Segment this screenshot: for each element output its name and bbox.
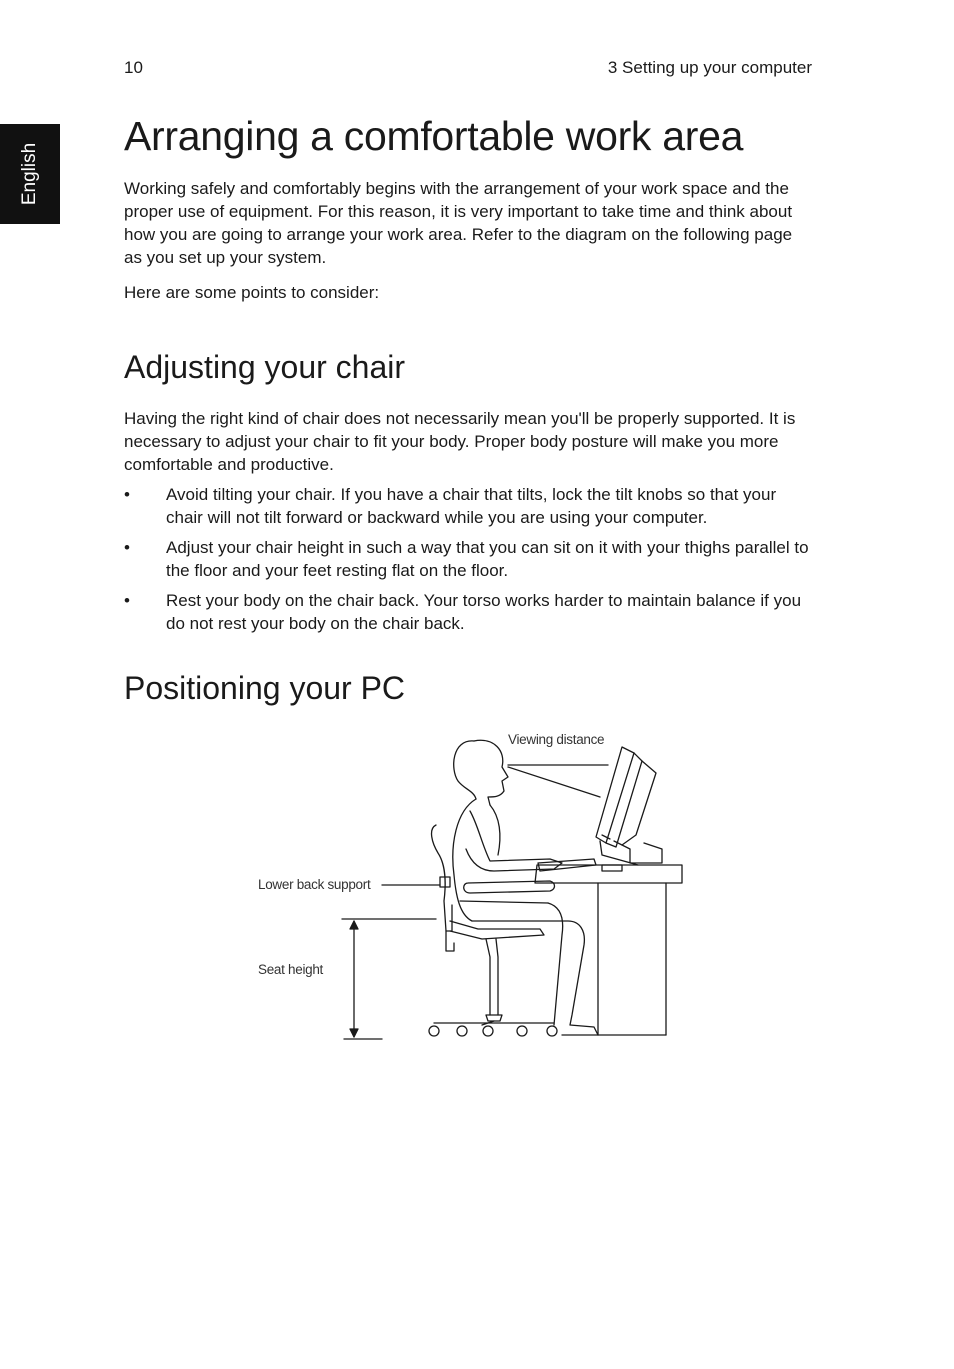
main-content — [124, 112, 814, 707]
bullet-item — [124, 536, 814, 582]
chair-bullet-list — [124, 483, 814, 635]
points-intro: Here are some points to consider: — [124, 283, 380, 303]
language-tab — [0, 124, 60, 224]
bullet-text: Rest your body on the chair back. Your torso works harder to maintain balance if you do not rest your body on the chair back. — [166, 590, 802, 633]
bullet-icon: • — [124, 537, 130, 557]
section-heading-chair: Adjusting your chair — [124, 349, 406, 386]
workstation-posture-diagram — [250, 725, 690, 1045]
lower-back-support-label: Lower back support — [258, 877, 371, 892]
office-chair — [429, 825, 557, 1036]
bullet-icon: • — [124, 484, 130, 504]
desk — [535, 865, 682, 1035]
bullet-text: Avoid tilting your chair. If you have a chair that tilts, lock the tilt knobs so that your chair will not tilt forward or backward while you are using your computer. — [166, 484, 777, 527]
chair-paragraph: Having the right kind of chair does not necessarily mean you'll be properly supported. It is necessary to adjust your chair to fit your body. Proper body posture will make you more comfortable and productive. — [124, 408, 796, 474]
section-heading-pc: Positioning your PC — [124, 669, 406, 706]
viewing-distance-line — [508, 767, 600, 797]
bullet-item — [124, 589, 814, 635]
bullet-text: Adjust your chair height in such a way that you can sit on it with your thighs parallel to the floor and your feet resting flat on the floor. — [166, 537, 809, 580]
seat-height-label: Seat height — [258, 962, 324, 977]
running-header: 3 Setting up your computer — [607, 58, 812, 77]
seated-person — [453, 740, 598, 1035]
bullet-item — [124, 483, 814, 529]
bullet-icon: • — [124, 590, 130, 610]
language-tab-label: English — [19, 142, 40, 206]
intro-paragraph: Working safely and comfortably begins with the arrangement of your work space and the proper use of equipment. For this reason, it is very important to take time and think about how you are going to arrange your work area. Refer to the diagram on the following page as you set up your system. — [124, 179, 793, 268]
seat-height-dimension — [342, 919, 436, 1039]
page-number: 10 — [124, 58, 143, 77]
page-title: Arranging a comfortable work area — [124, 113, 744, 159]
viewing-distance-label: Viewing distance — [508, 732, 605, 747]
